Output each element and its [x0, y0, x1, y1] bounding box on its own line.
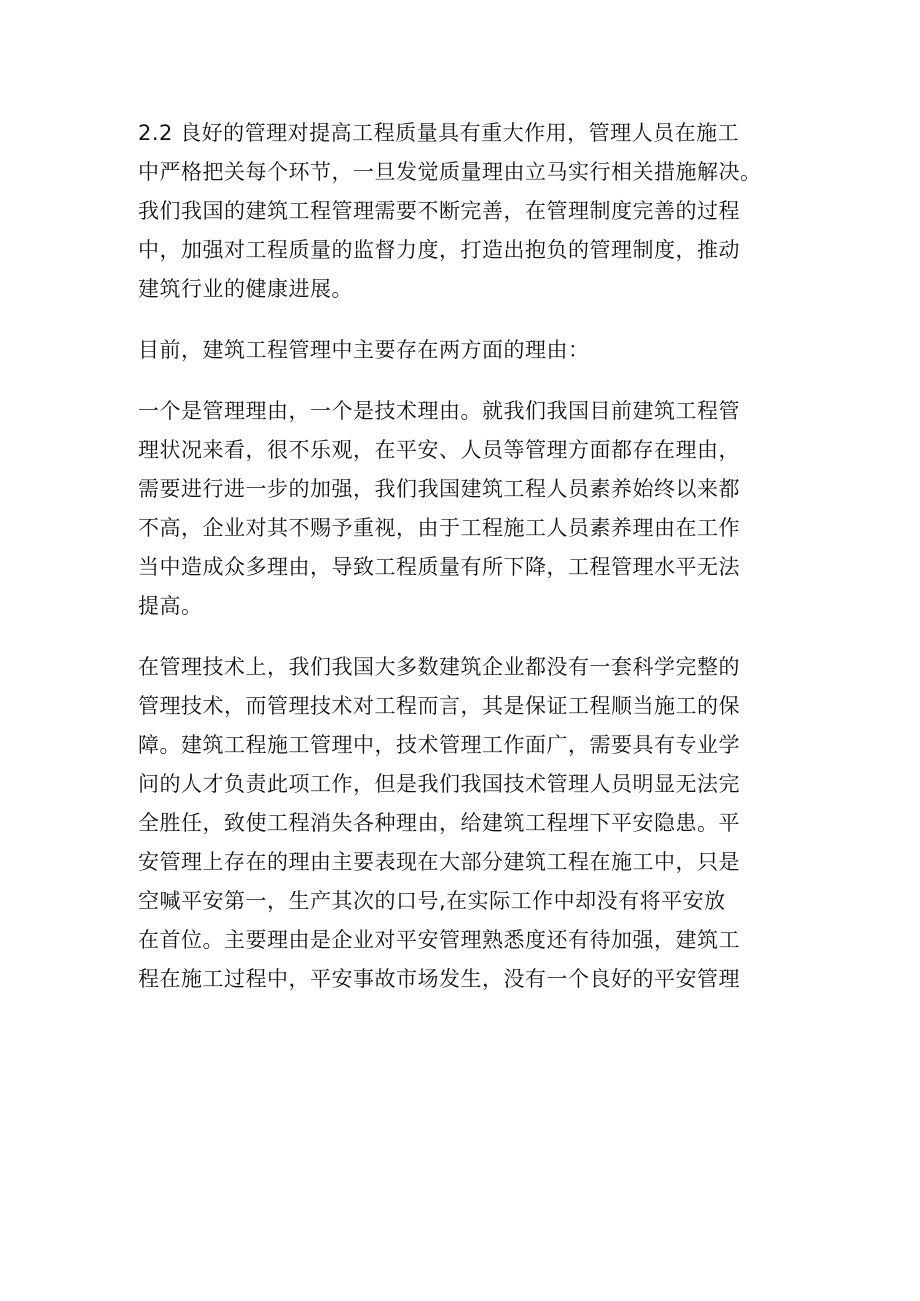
text-line: 问的人才负责此项工作，但是我们我国技术管理人员明显无法完 — [138, 772, 740, 796]
document-body — [138, 114, 798, 1021]
text-line: 全胜任，致使工程消失各种理由，给建筑工程埋下平安隐患。平 — [138, 811, 740, 835]
text-line: 理状况来看，很不乐观，在平安、人员等管理方面都存在理由， — [138, 438, 740, 462]
text-line: 需要进行进一步的加强，我们我国建筑工程人员素养始终以来都 — [138, 477, 740, 501]
text-line: 在管理技术上，我们我国大多数建筑企业都没有一套科学完整的 — [138, 655, 740, 679]
text-line: 当中造成众多理由，导致工程质量有所下降，工程管理水平无法 — [138, 555, 740, 579]
text-line: 安管理上存在的理由主要表现在大部分建筑工程在施工中，只是 — [138, 850, 740, 874]
text-line: 在首位。主要理由是企业对平安管理熟悉度还有待加强，建筑工 — [138, 928, 740, 952]
text-line: 管理技术，而管理技术对工程而言，其是保证工程顺当施工的保 — [138, 694, 740, 718]
text-line: 我们我国的建筑工程管理需要不断完善，在管理制度完善的过程 — [138, 199, 740, 223]
text-line: 一个是管理理由，一个是技术理由。就我们我国目前建筑工程管 — [138, 399, 740, 423]
paragraph-2 — [138, 331, 798, 370]
text-line: 中，加强对工程质量的监督力度，打造出抱负的管理制度，推动 — [138, 238, 740, 262]
paragraph-4 — [138, 648, 798, 999]
text-line: 程在施工过程中，平安事故市场发生，没有一个良好的平安管理 — [138, 967, 740, 991]
text-line: 提高。 — [138, 594, 203, 618]
text-line: 障。建筑工程施工管理中，技术管理工作面广，需要具有专业学 — [138, 733, 740, 757]
paragraph-1 — [138, 114, 798, 309]
paragraph-3 — [138, 392, 798, 626]
text-line: 目前，建筑工程管理中主要存在两方面的理由： — [138, 338, 590, 362]
text-line: 2.2 良好的管理对提高工程质量具有重大作用，管理人员在施工 — [138, 121, 740, 145]
text-line: 空喊平安第一，生产其次的口号,在实际工作中却没有将平安放 — [138, 889, 726, 913]
text-line: 不高，企业对其不赐予重视，由于工程施工人员素养理由在工作 — [138, 516, 740, 540]
text-line: 建筑行业的健康进展。 — [138, 277, 353, 301]
text-line: 中严格把关每个环节，一旦发觉质量理由立马实行相关措施解决。 — [138, 160, 762, 184]
